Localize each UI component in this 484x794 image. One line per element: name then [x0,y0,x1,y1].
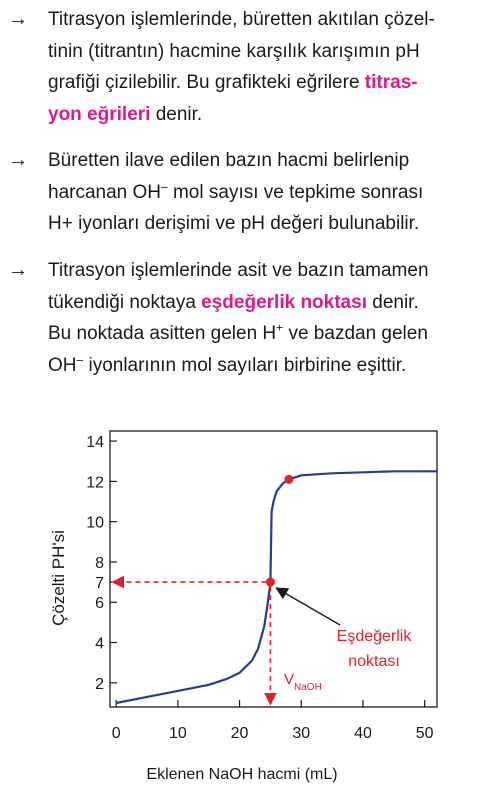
text: denir. [150,103,203,125]
highlight-term: yon eğrileri [48,103,151,125]
text: denir. [366,291,419,313]
y-tick-label: 8 [95,554,104,572]
x-tick-label: 40 [354,725,372,742]
text: iyonlarının mol sayıları birbirine eşittir. [83,354,407,376]
equivalence-label-line2: noktası [348,653,400,670]
highlight-term: eşdeğerlik noktası [201,291,367,313]
line: H+ iyonları derişimi ve pH değeri bulunabilir. [48,213,420,234]
volume-label [284,671,322,693]
equivalence-label-line1: Eşdeğerlik [336,628,412,645]
superscript: – [161,179,168,194]
text: OH [48,354,77,376]
superscript: – [76,352,84,367]
arrow-bullet-icon: → [8,149,28,171]
volume-label-main: V [284,671,295,688]
y-tick-label: 12 [86,474,104,492]
x-tick-label: 10 [168,725,187,742]
equivalence-pointer-arrow [276,588,340,625]
data-point-marker [266,578,275,587]
data-point-marker [284,475,293,484]
text: ve bazdan gelen [283,323,428,344]
line: Titrasyon işlemlerinde asit ve bazın tamamen [48,260,429,281]
superscript: + [276,320,284,335]
x-tick-label: 20 [230,725,249,742]
x-tick-label: 0 [111,725,121,742]
text: Bu noktada asitten gelen H [48,323,277,344]
y-tick-label: 6 [95,595,104,613]
y-tick-label: 4 [95,635,104,653]
line: tinin (titrantın) hacmine karşılık karışımın pH [48,40,420,62]
highlight-term: titras- [364,72,418,93]
x-tick-label: 50 [415,725,434,742]
text: harcanan OH [48,181,162,203]
x-tick-label: 30 [292,725,311,742]
text: grafiği çizilebilir. Bu grafikteki eğrilere [48,72,365,93]
y-tick-label: 14 [86,434,104,452]
line: Büretten ilave edilen bazın hacmi belirlenip [48,150,410,171]
y-tick-label: 2 [95,675,104,693]
x-axis-title: Eklenen NaOH hacmi (mL) [146,766,338,783]
text: mol sayısı ve tepkime sonrası [167,181,424,203]
line: Titrasyon işlemlerinde, büretten akıtılan çözel- [48,9,435,30]
volume-label-sub: NaOH [294,682,322,693]
arrow-bullet-icon: → [8,8,28,30]
y-axis-title: Çözelti PH'si [49,530,68,626]
arrow-bullet-icon: → [8,259,28,281]
text: tükendiği noktaya [48,291,202,313]
y-tick-label: 10 [86,514,104,532]
y-tick-label: 7 [95,575,104,593]
